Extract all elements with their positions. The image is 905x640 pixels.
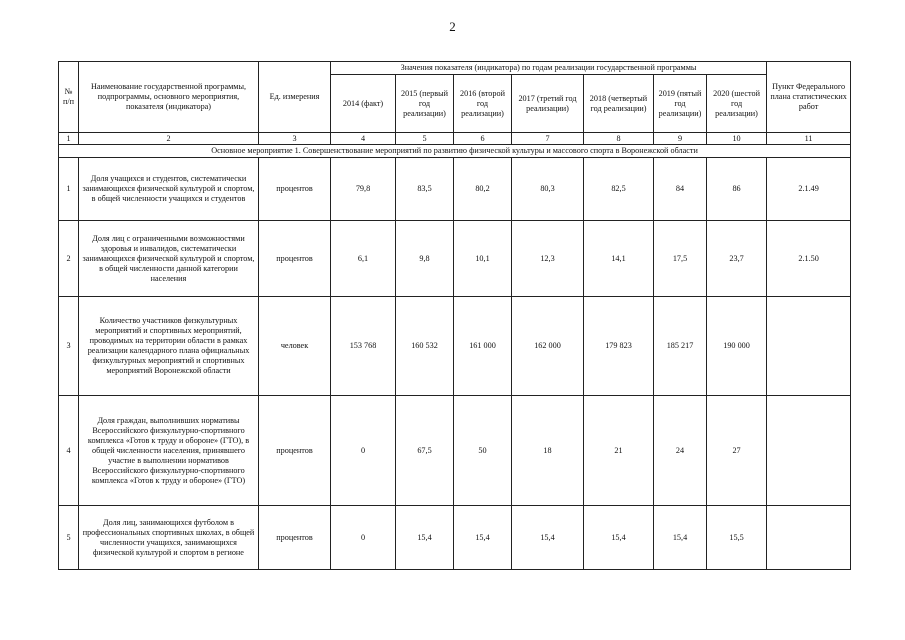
- row-value: 153 768: [331, 297, 396, 396]
- column-number: 3: [259, 133, 331, 145]
- row-value: 9,8: [396, 221, 454, 297]
- row-value: 14,1: [584, 221, 654, 297]
- row-name: Доля лиц с ограниченными возможностями здоровья и инвалидов, систематически занимающихся физической культурой и спортом, в общей численности данной категории населения: [79, 221, 259, 297]
- row-num: 4: [59, 396, 79, 506]
- column-number: 8: [584, 133, 654, 145]
- row-num: 3: [59, 297, 79, 396]
- section-title: Основное мероприятие 1. Совершенствование мероприятий по развитию физической культуры и массового спорта в Воронежской области: [59, 145, 851, 158]
- row-num: 5: [59, 506, 79, 570]
- row-unit: человек: [259, 297, 331, 396]
- header-year-2017: 2017 (третий год реализации): [512, 75, 584, 133]
- column-number: 7: [512, 133, 584, 145]
- indicators-table: [58, 61, 851, 570]
- column-number: 2: [79, 133, 259, 145]
- column-number: 9: [654, 133, 707, 145]
- column-number: 1: [59, 133, 79, 145]
- row-fed-plan: 2.1.49: [767, 158, 851, 221]
- row-value: 24: [654, 396, 707, 506]
- row-fed-plan: [767, 396, 851, 506]
- header-year-2016: 2016 (второй год реализации): [454, 75, 512, 133]
- row-unit: процентов: [259, 221, 331, 297]
- row-value: 21: [584, 396, 654, 506]
- row-value: 179 823: [584, 297, 654, 396]
- page-number: 2: [449, 19, 456, 34]
- table-header: [59, 62, 851, 133]
- row-fed-plan: [767, 297, 851, 396]
- row-value: 0: [331, 506, 396, 570]
- row-value: 10,1: [454, 221, 512, 297]
- row-value: 15,4: [396, 506, 454, 570]
- row-unit: процентов: [259, 506, 331, 570]
- row-name: Доля учащихся и студентов, систематически занимающихся физической культурой и спортом, в общей численности учащихся и студентов: [79, 158, 259, 221]
- row-value: 15,4: [654, 506, 707, 570]
- row-value: 162 000: [512, 297, 584, 396]
- row-value: 83,5: [396, 158, 454, 221]
- row-value: 0: [331, 396, 396, 506]
- header-year-2018: 2018 (четвертый год реализации): [584, 75, 654, 133]
- row-value: 15,4: [454, 506, 512, 570]
- row-value: 80,3: [512, 158, 584, 221]
- table-row: [59, 158, 851, 221]
- header-unit: Ед. измерения: [259, 62, 331, 133]
- row-unit: процентов: [259, 396, 331, 506]
- header-year-2015: 2015 (первый год реализации): [396, 75, 454, 133]
- row-value: 15,4: [512, 506, 584, 570]
- row-value: 6,1: [331, 221, 396, 297]
- row-unit: процентов: [259, 158, 331, 221]
- row-value: 160 532: [396, 297, 454, 396]
- row-value: 80,2: [454, 158, 512, 221]
- table-row: [59, 221, 851, 297]
- row-value: 15,5: [707, 506, 767, 570]
- row-value: 15,4: [584, 506, 654, 570]
- column-number: 10: [707, 133, 767, 145]
- header-name: Наименование государственной программы, подпрограммы, основного мероприятия, показателя (индикатора): [79, 62, 259, 133]
- section-row: [59, 145, 851, 158]
- header-year-2014: 2014 (факт): [331, 75, 396, 133]
- row-value: 185 217: [654, 297, 707, 396]
- header-year-2020: 2020 (шестой год реализации): [707, 75, 767, 133]
- row-name: Количество участников физкультурных мероприятий и спортивных мероприятий, проводимых на территории области в рамках реализации календарного плана официальных физкультурных мероприятий и спортивных мероприятий Воронежской области: [79, 297, 259, 396]
- row-fed-plan: [767, 506, 851, 570]
- row-value: 50: [454, 396, 512, 506]
- row-value: 23,7: [707, 221, 767, 297]
- row-value: 161 000: [454, 297, 512, 396]
- header-fed-plan: Пункт Федерального плана статистических работ: [767, 62, 851, 133]
- column-number: 6: [454, 133, 512, 145]
- table-row: [59, 506, 851, 570]
- row-value: 12,3: [512, 221, 584, 297]
- header-num: № п/п: [59, 62, 79, 133]
- column-number-row: [59, 133, 851, 145]
- row-value: 190 000: [707, 297, 767, 396]
- column-number: 4: [331, 133, 396, 145]
- row-num: 1: [59, 158, 79, 221]
- row-value: 17,5: [654, 221, 707, 297]
- row-value: 82,5: [584, 158, 654, 221]
- row-num: 2: [59, 221, 79, 297]
- column-number: 5: [396, 133, 454, 145]
- row-value: 18: [512, 396, 584, 506]
- row-value: 79,8: [331, 158, 396, 221]
- row-value: 86: [707, 158, 767, 221]
- row-value: 67,5: [396, 396, 454, 506]
- row-value: 27: [707, 396, 767, 506]
- row-value: 84: [654, 158, 707, 221]
- table-row: [59, 297, 851, 396]
- row-fed-plan: 2.1.50: [767, 221, 851, 297]
- column-number: 11: [767, 133, 851, 145]
- table-row: [59, 396, 851, 506]
- header-years-group: Значения показателя (индикатора) по годам реализации государственной программы: [331, 62, 767, 75]
- row-name: Доля лиц, занимающихся футболом в профессиональных спортивных школах, в общей численности учащихся, занимающихся физической культурой и спортом в регионе: [79, 506, 259, 570]
- row-name: Доля граждан, выполнивших нормативы Всероссийского физкультурно-спортивного комплекса «Готов к труду и обороне» (ГТО), в общей численности населения, принявшего участие в выполнении нормативов Всероссийского физкультурно-спортивного комплекса «Готов к труду и обороне» (ГТО): [79, 396, 259, 506]
- header-year-2019: 2019 (пятый год реализации): [654, 75, 707, 133]
